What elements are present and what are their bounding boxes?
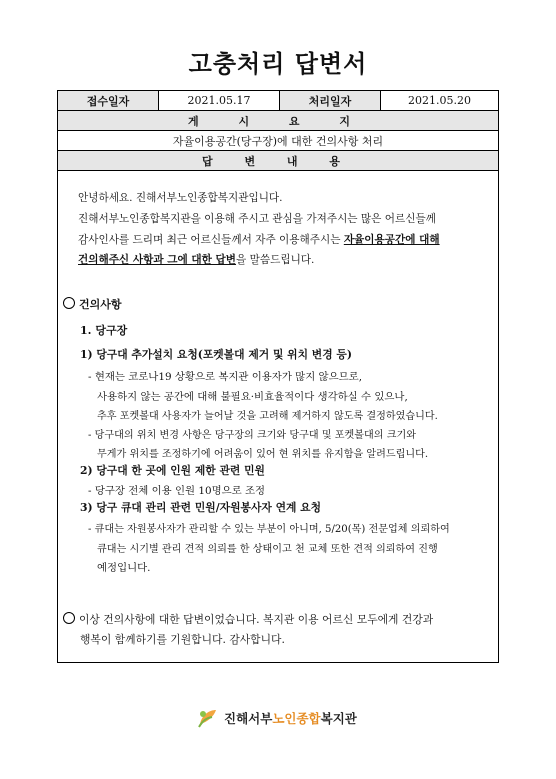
received-date-value: 2021.05.17	[159, 91, 280, 111]
closing-line-2: 행복이 함께하기를 기원합니다. 감사합니다.	[80, 633, 285, 646]
processed-date-label: 처리일자	[280, 91, 381, 111]
intro-line-3	[78, 230, 496, 251]
welfare-center-logo	[196, 706, 357, 730]
item-1-line-1: - 현재는 코로나19 상황으로 복지관 이용자가 많지 않으므로,	[88, 371, 363, 383]
subject-text: 자율이용공간(당구장)에 대한 건의사항 처리	[58, 131, 499, 151]
leaf-logo-icon	[196, 706, 220, 730]
circle-bullet-icon	[63, 612, 75, 624]
intro-line-3a: 감사인사를 드리며 최근 어르신들께서 자주 이용해주시는	[78, 233, 344, 246]
item-1-line-4: - 당구대의 위치 변경 사항은 당구장의 크기와 당구대 및 포켓볼대의 크기와	[88, 430, 417, 441]
item-1-line-2: 사용하지 않는 공간에 대해 불필요·비효율적이다 생각하실 수 있으나,	[97, 391, 408, 403]
item-3-line-1: - 큐대는 자원봉사자가 관리할 수 있는 부분이 아니며, 5/20(목) 전문업체 의뢰하여	[88, 524, 450, 535]
received-date-label: 접수일자	[58, 91, 159, 111]
item-2-title: 2) 당구대 한 곳에 인원 제한 관련 민원	[80, 464, 265, 477]
answer-label: 답 변 내 용	[58, 151, 499, 171]
intro-line-2: 진해서부노인종합복지관을 이용해 주시고 관심을 가져주시는 많은 어르신들께	[78, 212, 436, 225]
closing-line-1: 이상 건의사항에 대한 답변이었습니다. 복지관 이용 어르신 모두에게 건강과	[63, 612, 433, 627]
header-table	[57, 90, 499, 171]
item-3-line-3: 예정입니다.	[97, 562, 151, 574]
intro-line-4	[78, 250, 496, 271]
circle-bullet-icon	[63, 297, 75, 309]
item-3-line-2: 큐대는 시기별 관리 견적 의뢰를 한 상태이고 천 교체 또한 견적 의뢰하여 진행	[97, 544, 438, 555]
section-heading: 건의사항	[63, 296, 122, 312]
item-3-title: 3) 당구 큐대 관리 관련 민원/자원봉사자 연계 요청	[80, 501, 322, 514]
subsection-billiards: 1. 당구장	[80, 324, 128, 337]
intro-line-1: 안녕하세요. 진해서부노인종합복지관입니다.	[78, 192, 283, 204]
intro-paragraph	[78, 188, 496, 271]
document-title: 고충처리 답변서	[188, 50, 368, 78]
subject-label: 게 시 요 지	[58, 111, 499, 131]
intro-highlight-2: 건의해주신 사항과 그에 대한 답변	[78, 254, 237, 267]
processed-date-value: 2021.05.20	[381, 91, 499, 111]
item-1-title: 1) 당구대 추가설치 요청(포켓볼대 제거 및 위치 변경 등)	[80, 348, 352, 361]
intro-line-4b: 을 말씀드립니다.	[236, 254, 315, 267]
item-2-line-1: - 당구장 전체 이용 인원 10명으로 조정	[88, 485, 266, 497]
intro-highlight-1: 자율이용공간에 대해	[343, 233, 440, 246]
logo-text: 진해서부노인종합복지관	[224, 711, 357, 726]
item-1-line-5: 무게가 위치를 조정하기에 어려움이 있어 현 위치를 유지함을 알려드립니다.	[97, 449, 429, 460]
item-1-line-3: 추후 포켓볼대 사용자가 늘어날 것을 고려해 제거하지 않도록 결정하였습니다.	[97, 411, 438, 422]
